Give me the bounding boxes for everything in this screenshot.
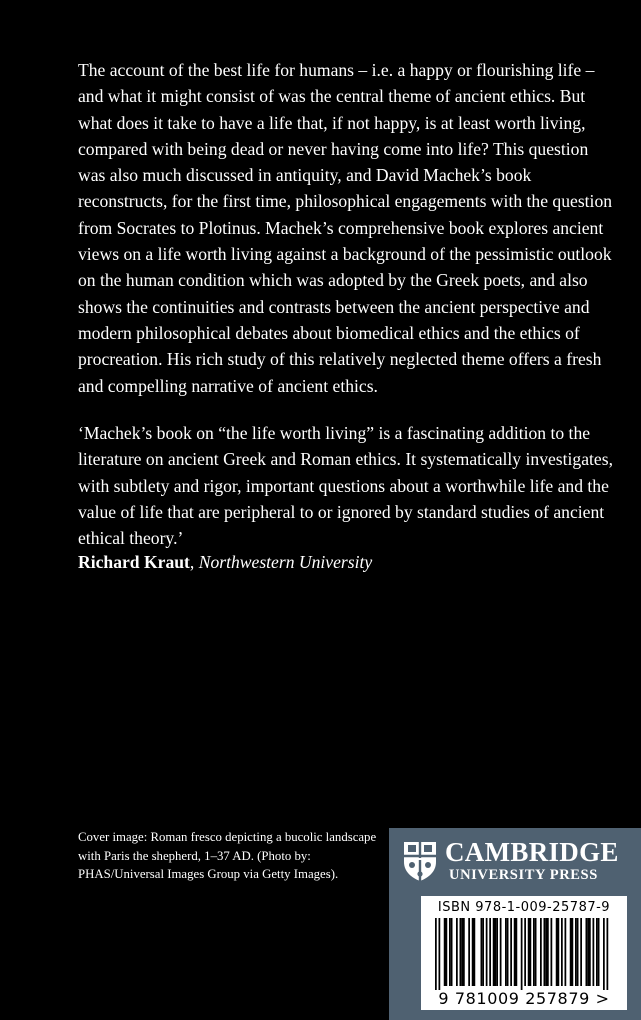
barcode-bar bbox=[446, 918, 448, 986]
barcode-bar bbox=[530, 918, 532, 986]
barcode-bar bbox=[489, 918, 491, 986]
barcode-bar bbox=[521, 918, 523, 990]
publisher-box bbox=[389, 828, 641, 1020]
barcode-bar bbox=[598, 918, 600, 986]
barcode-bar bbox=[482, 918, 484, 986]
barcode-bar bbox=[456, 918, 458, 986]
barcode-bar bbox=[496, 918, 498, 986]
barcode-bar bbox=[572, 918, 574, 986]
barcode-bar bbox=[493, 918, 495, 986]
barcode-bar bbox=[516, 918, 518, 986]
barcode-bar bbox=[575, 918, 577, 986]
barcode-bar bbox=[444, 918, 446, 986]
publisher-subname: UNIVERSITY PRESS bbox=[449, 867, 598, 883]
isbn-barcode bbox=[421, 896, 627, 1010]
endorser-institution: Northwestern University bbox=[198, 552, 373, 572]
cambridge-crest-icon bbox=[402, 840, 438, 882]
barcode-bar bbox=[463, 918, 465, 986]
barcode-bar bbox=[495, 918, 497, 986]
endorser-name: Richard Kraut bbox=[78, 552, 190, 572]
barcode-bar bbox=[505, 918, 507, 986]
endorsement-attribution bbox=[78, 549, 618, 575]
barcode-bar bbox=[607, 918, 609, 990]
isbn-label: ISBN 978-1-009-25787-9 bbox=[437, 900, 611, 915]
barcode-bar bbox=[558, 918, 560, 986]
barcode-bar bbox=[533, 918, 535, 986]
barcode-bar bbox=[565, 918, 567, 986]
barcode-bar bbox=[556, 918, 558, 986]
barcode-bar bbox=[514, 918, 516, 986]
barcode-bar bbox=[570, 918, 572, 986]
barcode-bar bbox=[481, 918, 483, 986]
barcode-bar bbox=[449, 918, 451, 986]
barcode-bar bbox=[507, 918, 509, 986]
barcode-bar bbox=[474, 918, 476, 986]
barcode-bar bbox=[472, 918, 474, 986]
endorsement-quote: ‘Machek’s book on “the life worth living” is a fascinating addition to the literature on ancient Greek and Roman ethics. It systematically investigates, with subtlety and rigor, important questions about a worthwhile life and the value of life that are peripheral to or ignored by standard studies of ancient ethical theory.’ bbox=[78, 423, 613, 549]
barcode-bar bbox=[586, 918, 588, 986]
barcode-bar bbox=[486, 918, 488, 986]
barcode-bar bbox=[524, 918, 526, 986]
barcode-bar bbox=[540, 918, 542, 986]
barcode-bar bbox=[545, 918, 547, 986]
attribution-separator: , bbox=[189, 552, 199, 572]
barcode-bar bbox=[587, 918, 589, 986]
barcode-bar bbox=[500, 918, 502, 986]
barcode-bar bbox=[468, 918, 470, 986]
barcode-bar bbox=[528, 918, 530, 986]
barcode-bar bbox=[580, 918, 582, 986]
barcode-bar bbox=[577, 918, 579, 986]
publisher-name: CAMBRIDGE bbox=[445, 837, 619, 867]
barcode-bar bbox=[544, 918, 546, 986]
blurb-text: The account of the best life for humans – i.e. a happy or flourishing life – and what it might consist of was the central theme of ancient ethics. But what does it take to have a life that, if not happy, is at least worth living, compared with being dead or never having come into life? This question was also much discussed in antiquity, and David Machek’s book reconstructs, for the first time, philosophical engagements with the question from Socrates to Plotinus. Machek’s comprehensive book explores ancient views on a life worth living against a background of the pessimistic outlook on the human condition which was adopted by the Greek poets, and also shows the continuities and contrasts between the ancient perspective and modern philosophical debates about biomedical ethics and the ethics of procreation. His rich study of this relatively neglected theme offers a fresh and compelling narrative of ancient ethics. bbox=[78, 60, 613, 396]
barcode-bar bbox=[603, 918, 605, 990]
barcode-bar bbox=[460, 918, 462, 986]
barcode-bar bbox=[435, 918, 437, 990]
barcode-bar bbox=[561, 918, 563, 986]
cover-image-credit: Cover image: Roman fresco depicting a bucolic landscape with Paris the shepherd, 1–37 AD. (Photo by: PHAS/Universal Images Group via Getty Images). bbox=[78, 830, 377, 882]
barcode-bar bbox=[596, 918, 598, 986]
barcode-bar bbox=[593, 918, 595, 986]
barcode-bar bbox=[589, 918, 591, 986]
barcode-bar bbox=[510, 918, 512, 986]
barcode-bar bbox=[547, 918, 549, 986]
barcode-bar bbox=[451, 918, 453, 986]
barcode-bar bbox=[535, 918, 537, 986]
barcode-bar bbox=[461, 918, 463, 986]
barcode-digits: 9 781009 257879 > bbox=[438, 989, 610, 1008]
barcode-bar bbox=[439, 918, 441, 990]
barcode-bar bbox=[551, 918, 553, 986]
